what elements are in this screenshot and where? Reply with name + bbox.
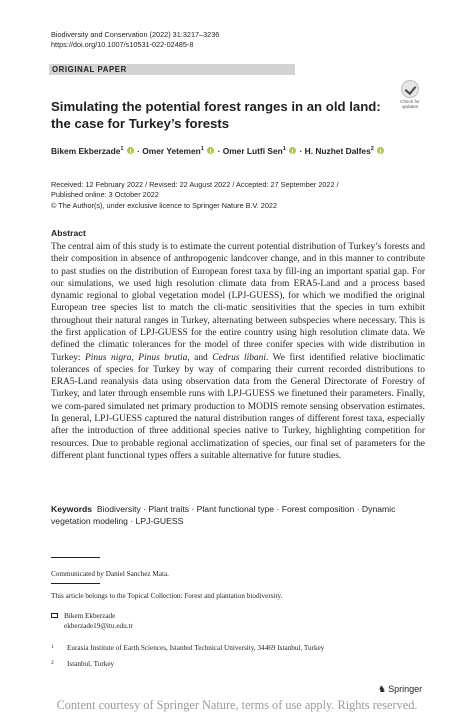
affiliation-2 (51, 659, 114, 670)
author-name[interactable]: H. Nuzhet Dalfes (304, 146, 371, 156)
publisher-logo (378, 684, 422, 695)
dates-line-1: Received: 12 February 2022 / Revised: 22 August 2022 / Accepted: 27 September 2022 / (51, 180, 339, 189)
journal-citation (51, 30, 219, 50)
affiliation-number: 1 (51, 644, 54, 650)
corresponding-author-name: Bikem Ekberzade (64, 612, 116, 620)
springer-horse-icon: ♞ (378, 684, 387, 694)
author-affiliation-mark: 1 (200, 146, 204, 153)
orcid-icon[interactable] (377, 147, 384, 154)
title-line-2: the case for Turkey’s forests (51, 116, 230, 131)
journal-name: Biodiversity and Conservation (2022) 31:3217–3236 (51, 30, 220, 39)
orcid-icon[interactable] (127, 147, 134, 154)
author-separator: · (137, 146, 140, 156)
corresponding-email[interactable]: ekberzade19@itu.edu.tr (64, 621, 133, 630)
affiliation-text: Eurasia Institute of Earth Sciences, Istanbul Technical University, 34469 Istanbul, Turkey (67, 644, 325, 652)
footnote-divider (51, 557, 100, 558)
author-separator: · (299, 146, 303, 156)
corresponding-author (51, 612, 133, 631)
author-list (51, 146, 385, 156)
title-line-1: Simulating the potential forest ranges in an old land: (51, 99, 381, 114)
affiliation-1 (51, 643, 431, 654)
abstract-text-part-2: . We first identified relative bioclimatic tolerances of species for Turkey by way of comparing their current recorded distributions to ERA5-Land reanalysis data using observation data from the General Directorate of Forestry of Turkey, and later through ensemble runs with LPJ-GUESS we finetuned their parameters. Finally, we com-pared simulated net primary production to MODIS remote sensing observation estimates. In general, LPJ-GUESS captured the natural distribution ranges of different forest taxa, especially after the introduction of three additional species native to Turkey, highlighting competition for resources. Due to probable regional acclimatization of species, our final set of parameters for the different plant functional types offers a suitable alternative for future studies. (51, 352, 425, 461)
abstract-heading: Abstract (51, 228, 86, 238)
author-name[interactable]: Omer Yetemen (142, 146, 201, 156)
footnote-divider (51, 583, 100, 584)
abstract-body: The central aim of this study is to estimate the current potential distribution of Turkey’s forests and their composition in absence of anthropogenic landcover change, and in this manner to contribute to past studies on the distribution of European forest taxa by fill-ing an important spatial gap. For our simulations, we used high resolution climate data from ERA5-Land and a process based dynamic regional to global vegetation model (LPJ-GUESS), for which we modified the original European tree species list to match the cli-matic sensitivities that the species in turn exhibit throughout their natural ranges in Turkey, alternating between subspecies where necessary. This is the first application of LPJ-GUESS for the entire country using high resolution climate data. We defined the climatic tolerances for the model of three conifer species with wide distribution in Turkey: Pinus nigra, Pinus brutia, and Cedrus libani. We first identified relative bioclimatic tolerances of species for Turkey by way of comparing their current recorded distributions to ERA5-Land reanalysis data using observation data from the General Directorate of Forestry of Turkey, and later through ensemble runs with LPJ-GUESS we finetuned their parameters. Finally, we com-pared simulated net primary production to MODIS remote sensing observation estimates. In general, LPJ-GUESS captured the natural distribution ranges of different forest taxa, especially after the introduction of three additional species native to Turkey, highlighting competition for resources. Due to probable regional acclimatization of species, our final set of parameters for the different plant functional types offers a suitable alternative for future studies. (51, 242, 425, 461)
doi-link[interactable]: https://doi.org/10.1007/s10531-022-02485-8 (51, 40, 194, 49)
species-name: Pinus nigra (85, 352, 132, 363)
publisher-name: Springer (388, 684, 423, 694)
copyright-line: © The Author(s), under exclusive licence to Springer Nature B.V. 2022 (51, 200, 278, 210)
author-affiliation-mark: 1 (120, 146, 124, 153)
author-separator: · (217, 146, 221, 156)
article-type-label: ORIGINAL PAPER (52, 65, 127, 74)
author-name[interactable]: Omer Lutfi Sen (222, 146, 283, 156)
check-updates-label: Check for updates (400, 99, 420, 109)
publication-history (51, 180, 431, 211)
author-affiliation-mark: 2 (370, 146, 374, 153)
affiliation-number: 2 (51, 660, 54, 666)
keywords-list: Biodiversity · Plant traits · Plant functional type · Forest composition · Dynamic vegetation modeling · LPJ-GUESS (51, 504, 396, 527)
dates-line-2: Published online: 3 October 2022 (51, 190, 159, 200)
species-name: Pinus brutia (138, 352, 188, 363)
article-type-bar (49, 64, 295, 75)
keywords-label: Keywords (51, 504, 93, 514)
article-title (51, 98, 381, 132)
check-updates-icon (401, 80, 419, 98)
envelope-icon (51, 613, 58, 618)
affiliation-text: Istanbul, Turkey (67, 660, 115, 668)
courtesy-watermark: Content courtesy of Springer Nature, terms of use apply. Rights reserved. (56, 698, 418, 712)
author-name[interactable]: Bikem Ekberzade (51, 146, 121, 156)
author-affiliation-mark: 1 (282, 146, 286, 153)
check-for-updates-badge[interactable] (393, 80, 427, 108)
topical-collection-note: This article belongs to the Topical Collection: Forest and plantation biodiversity. (51, 592, 283, 600)
orcid-icon[interactable] (289, 147, 296, 154)
communicated-by-note: Communicated by Daniel Sanchez Mata. (51, 570, 169, 578)
keywords-section (51, 503, 425, 527)
orcid-icon[interactable] (207, 147, 214, 154)
species-name: Cedrus libani (212, 352, 266, 363)
abstract-text-part-1: The central aim of this study is to estimate the current potential distribution of Turkey’s forests and their composition in absence of anthropogenic landcover change, and in this manner to contribute to past studies on the distribution of European forest taxa by fill-ing an important spatial gap. For our simulations, we used high resolution climate data from ERA5-Land and a process based dynamic regional to global vegetation model (LPJ-GUESS), for which we modified the original European tree species list to match the cli-matic sensitivities that the species in turn exhibit throughout their natural ranges in Turkey, alternating between subspecies where necessary. This is the first application of LPJ-GUESS for the entire country using high resolution climate data. We defined the climatic tolerances for the model of three conifer species with wide distribution in Turkey: (51, 242, 425, 363)
